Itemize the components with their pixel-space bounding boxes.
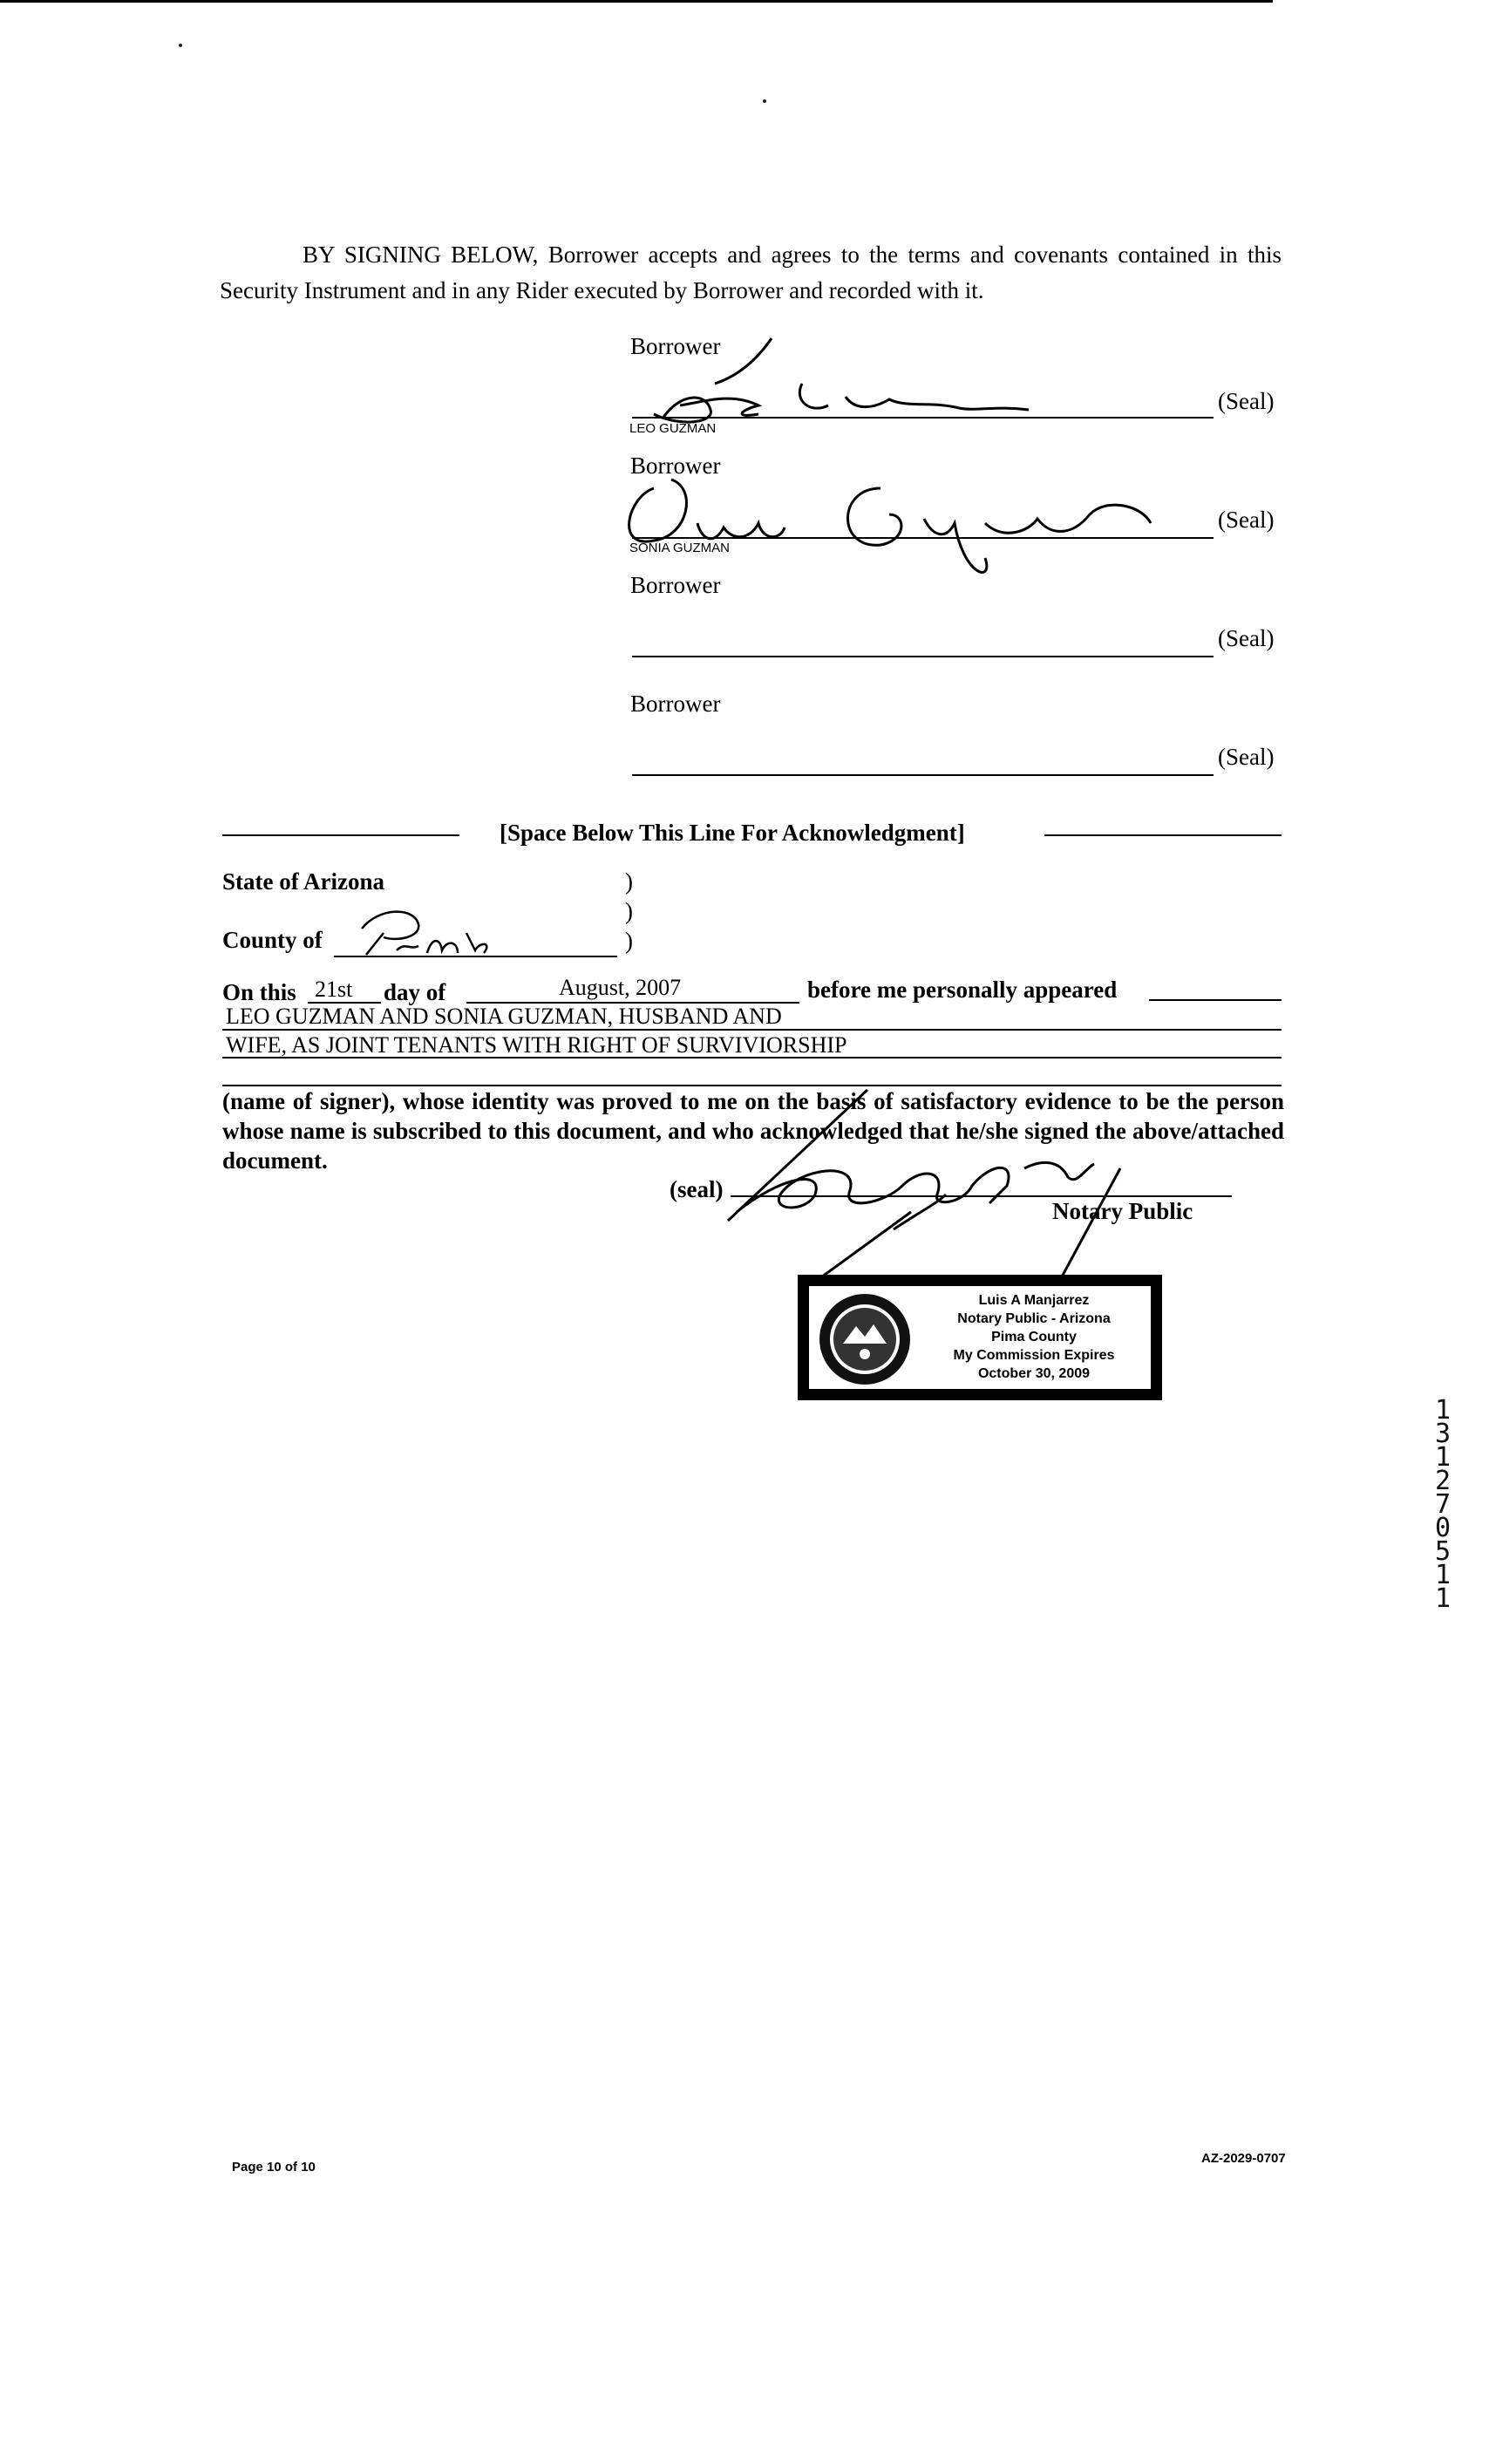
appeared-label: before me personally appeared: [807, 977, 1118, 1003]
stamp-commission-label: My Commission Expires: [953, 1348, 1115, 1363]
appeared-rule-2: [222, 1057, 1282, 1058]
paren-2: ): [625, 898, 633, 924]
ack-rule-right: [1044, 834, 1282, 836]
seal-label-4: (Seal): [1218, 744, 1275, 770]
borrower-label-3: Borrower: [630, 572, 721, 598]
seal-label-1: (Seal): [1218, 388, 1275, 414]
borrower-label-1: Borrower: [630, 333, 721, 359]
borrower-label-4: Borrower: [630, 691, 721, 717]
seal-label-2: (Seal): [1218, 507, 1275, 533]
notary-signature: [711, 1081, 1164, 1290]
acknowledgment-paragraph: (name of signer), whose identity was proved to me on the basis of satisfactory evidence to be the person whose name is subscribed to this document, and who acknowledged that he/she signed the above/attached document.: [222, 1088, 1284, 1174]
scan-speck: [179, 44, 182, 47]
appeared-names-line-1: LEO GUZMAN AND SONIA GUZMAN, HUSBAND AND: [226, 1004, 782, 1029]
borrower-signature-1: [628, 331, 1046, 436]
page-number: Page 10 of 10: [232, 2160, 316, 2175]
notary-public-label: Notary Public: [1052, 1198, 1193, 1224]
notary-stamp: [798, 1275, 1162, 1400]
scan-speck: [763, 99, 766, 103]
day-value: 21st: [315, 977, 353, 1002]
stamp-county: Pima County: [991, 1330, 1077, 1344]
stamp-title: Notary Public - Arizona: [957, 1311, 1111, 1326]
notary-seal-label: (seal): [670, 1176, 724, 1202]
county-label: County of: [222, 927, 323, 953]
stamp-commission-date: October 30, 2009: [977, 1366, 1091, 1381]
paren-1: ): [625, 868, 633, 895]
form-code: AZ-2029-0707: [1201, 2151, 1286, 2166]
paren-3: ): [625, 928, 633, 954]
intro-paragraph: BY SIGNING BELOW, Borrower accepts and agrees to the terms and covenants contained in this Security Instrument and in any Rider executed by Borrower and recorded with it.: [220, 242, 1282, 303]
county-handwritten: [344, 902, 501, 963]
top-border-line: [0, 0, 1273, 3]
borrower-label-2: Borrower: [630, 453, 721, 479]
on-this-label: On this: [222, 979, 296, 1005]
month-year-value: August, 2007: [559, 975, 682, 1000]
borrower-signature-line-3: [632, 656, 1214, 657]
state-label: State of Arizona: [222, 868, 384, 895]
borrower-signature-line-4: [632, 774, 1214, 776]
acknowledgment-heading: [Space Below This Line For Acknowledgment]: [500, 820, 965, 846]
stamp-name: Luis A Manjarrez: [978, 1293, 1090, 1308]
arizona-state-seal-icon: [817, 1291, 913, 1387]
notary-stamp-inner: [806, 1283, 1153, 1392]
appeared-rule-1: [222, 1029, 1282, 1031]
borrower-printed-name-2: SONIA GUZMAN: [629, 541, 731, 555]
day-of-label: day of: [384, 979, 446, 1005]
stamp-text-block: [921, 1291, 1147, 1383]
recording-number: 13127 0511: [1434, 1395, 1467, 1614]
ack-rule-left: [222, 834, 459, 836]
seal-label-3: (Seal): [1218, 625, 1275, 651]
borrower-printed-name-1: LEO GUZMAN: [629, 421, 717, 436]
appeared-names-line-2: WIFE, AS JOINT TENANTS WITH RIGHT OF SURVIVIORSHIP: [226, 1032, 847, 1058]
appeared-line-0: [1149, 999, 1282, 1001]
